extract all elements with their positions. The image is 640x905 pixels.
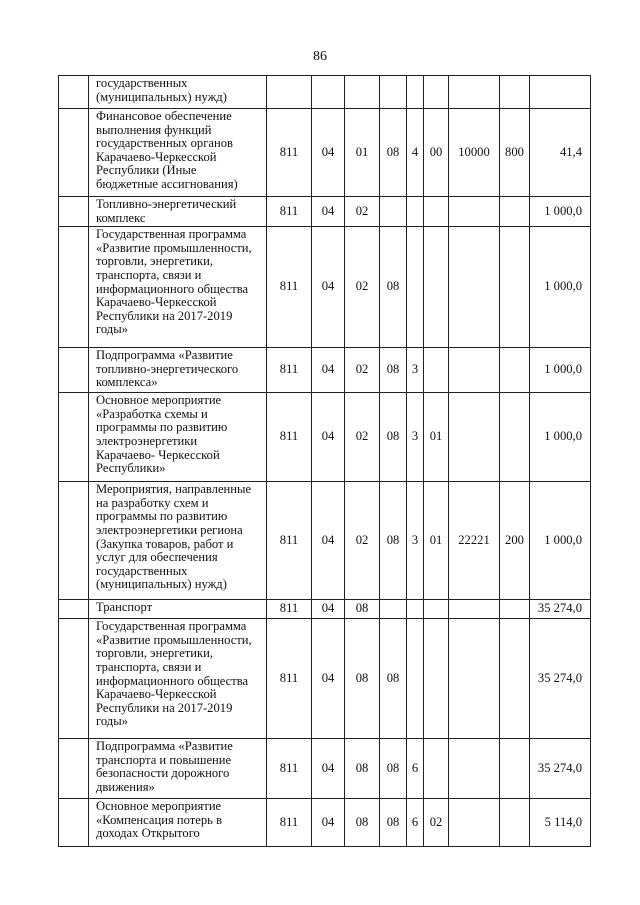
table-row	[59, 76, 591, 109]
direction-code	[449, 76, 500, 109]
direction-code	[449, 197, 500, 227]
row-number-cell	[59, 393, 89, 482]
activity-code: 01	[424, 482, 449, 600]
direction-code: 22221	[449, 482, 500, 600]
activity-code	[424, 739, 449, 799]
gr-code: 811	[267, 619, 312, 739]
direction-code	[449, 393, 500, 482]
direction-code	[449, 600, 500, 619]
table-row	[59, 619, 591, 739]
row-number-cell	[59, 799, 89, 847]
row-number-cell	[59, 600, 89, 619]
row-name: Государственная программа «Развитие промышленности, торговли, энергетики, транспорта, связи и информационного общества Карачаево-Черкесской Республики на 2017-2019 годы»	[89, 619, 267, 739]
subprogram-code: 4	[407, 109, 424, 197]
rz-code: 04	[312, 109, 345, 197]
rz-code: 04	[312, 197, 345, 227]
activity-code	[424, 348, 449, 393]
vr-code	[500, 739, 530, 799]
activity-code: 02	[424, 799, 449, 847]
page-number: 86	[313, 49, 327, 64]
row-name: государственных (муниципальных) нужд)	[89, 76, 267, 109]
amount: 1 000,0	[530, 227, 591, 348]
activity-code	[424, 619, 449, 739]
subprogram-code: 3	[407, 393, 424, 482]
row-name: Подпрограмма «Развитие транспорта и повышение безопасности дорожного движения»	[89, 739, 267, 799]
row-name: Основное мероприятие «Компенсация потерь в доходах Открытого	[89, 799, 267, 847]
table-row	[59, 739, 591, 799]
program-code: 08	[380, 348, 407, 393]
direction-code: 10000	[449, 109, 500, 197]
table-row	[59, 393, 591, 482]
rz-code	[312, 76, 345, 109]
budget-table	[58, 75, 591, 847]
subprogram-code: 6	[407, 739, 424, 799]
table-row	[59, 348, 591, 393]
amount: 5 114,0	[530, 799, 591, 847]
program-code: 08	[380, 227, 407, 348]
program-code: 08	[380, 109, 407, 197]
gr-code: 811	[267, 393, 312, 482]
pr-code: 08	[345, 799, 380, 847]
row-number-cell	[59, 109, 89, 197]
row-name: Мероприятия, направленные на разработку схем и программы по развитию электроэнергетики региона (Закупка товаров, работ и услуг для обеспечения государственных (муниципальных) нужд)	[89, 482, 267, 600]
program-code: 08	[380, 799, 407, 847]
table-row	[59, 799, 591, 847]
gr-code: 811	[267, 799, 312, 847]
program-code: 08	[380, 619, 407, 739]
vr-code	[500, 348, 530, 393]
row-name: Топливно-энергетический комплекс	[89, 197, 267, 227]
table-row	[59, 600, 591, 619]
amount: 1 000,0	[530, 482, 591, 600]
rz-code: 04	[312, 482, 345, 600]
pr-code: 02	[345, 393, 380, 482]
row-name: Подпрограмма «Развитие топливно-энергетического комплекса»	[89, 348, 267, 393]
pr-code: 02	[345, 197, 380, 227]
row-number-cell	[59, 76, 89, 109]
rz-code: 04	[312, 619, 345, 739]
subprogram-code	[407, 600, 424, 619]
gr-code: 811	[267, 348, 312, 393]
amount: 35 274,0	[530, 739, 591, 799]
subprogram-code	[407, 197, 424, 227]
rz-code: 04	[312, 393, 345, 482]
row-number-cell	[59, 197, 89, 227]
vr-code	[500, 799, 530, 847]
program-code	[380, 76, 407, 109]
pr-code: 08	[345, 739, 380, 799]
subprogram-code	[407, 227, 424, 348]
vr-code	[500, 227, 530, 348]
activity-code	[424, 76, 449, 109]
amount	[530, 76, 591, 109]
row-number-cell	[59, 619, 89, 739]
pr-code: 02	[345, 482, 380, 600]
vr-code: 200	[500, 482, 530, 600]
gr-code: 811	[267, 109, 312, 197]
program-code: 08	[380, 482, 407, 600]
gr-code	[267, 76, 312, 109]
subprogram-code	[407, 76, 424, 109]
row-number-cell	[59, 739, 89, 799]
program-code: 08	[380, 739, 407, 799]
rz-code: 04	[312, 348, 345, 393]
amount: 1 000,0	[530, 348, 591, 393]
pr-code: 01	[345, 109, 380, 197]
pr-code: 02	[345, 348, 380, 393]
table-row	[59, 227, 591, 348]
direction-code	[449, 619, 500, 739]
row-name: Финансовое обеспечение выполнения функций государственных органов Карачаево-Черкесской Республики (Иные бюджетные ассигнования)	[89, 109, 267, 197]
pr-code: 08	[345, 600, 380, 619]
amount: 41,4	[530, 109, 591, 197]
rz-code: 04	[312, 227, 345, 348]
amount: 1 000,0	[530, 197, 591, 227]
row-name: Основное мероприятие «Разработка схемы и программы по развитию электроэнергетики Карачаево- Черкесской Республики»	[89, 393, 267, 482]
pr-code: 02	[345, 227, 380, 348]
table-row	[59, 109, 591, 197]
row-name: Государственная программа «Развитие промышленности, торговли, энергетики, транспорта, связи и информационного общества Карачаево-Черкесской Республики на 2017-2019 годы»	[89, 227, 267, 348]
activity-code: 00	[424, 109, 449, 197]
vr-code: 800	[500, 109, 530, 197]
rz-code: 04	[312, 739, 345, 799]
vr-code	[500, 197, 530, 227]
vr-code	[500, 393, 530, 482]
direction-code	[449, 799, 500, 847]
direction-code	[449, 739, 500, 799]
amount: 35 274,0	[530, 600, 591, 619]
vr-code	[500, 619, 530, 739]
rz-code: 04	[312, 799, 345, 847]
direction-code	[449, 227, 500, 348]
table-row	[59, 197, 591, 227]
subprogram-code: 6	[407, 799, 424, 847]
table-row	[59, 482, 591, 600]
direction-code	[449, 348, 500, 393]
program-code	[380, 197, 407, 227]
vr-code	[500, 76, 530, 109]
gr-code: 811	[267, 600, 312, 619]
activity-code	[424, 197, 449, 227]
pr-code: 08	[345, 619, 380, 739]
pr-code	[345, 76, 380, 109]
row-number-cell	[59, 482, 89, 600]
program-code	[380, 600, 407, 619]
amount: 35 274,0	[530, 619, 591, 739]
row-name: Транспорт	[89, 600, 267, 619]
activity-code	[424, 227, 449, 348]
row-number-cell	[59, 227, 89, 348]
gr-code: 811	[267, 197, 312, 227]
activity-code	[424, 600, 449, 619]
row-number-cell	[59, 348, 89, 393]
subprogram-code: 3	[407, 482, 424, 600]
amount: 1 000,0	[530, 393, 591, 482]
program-code: 08	[380, 393, 407, 482]
gr-code: 811	[267, 739, 312, 799]
vr-code	[500, 600, 530, 619]
gr-code: 811	[267, 482, 312, 600]
subprogram-code	[407, 619, 424, 739]
activity-code: 01	[424, 393, 449, 482]
rz-code: 04	[312, 600, 345, 619]
gr-code: 811	[267, 227, 312, 348]
subprogram-code: 3	[407, 348, 424, 393]
